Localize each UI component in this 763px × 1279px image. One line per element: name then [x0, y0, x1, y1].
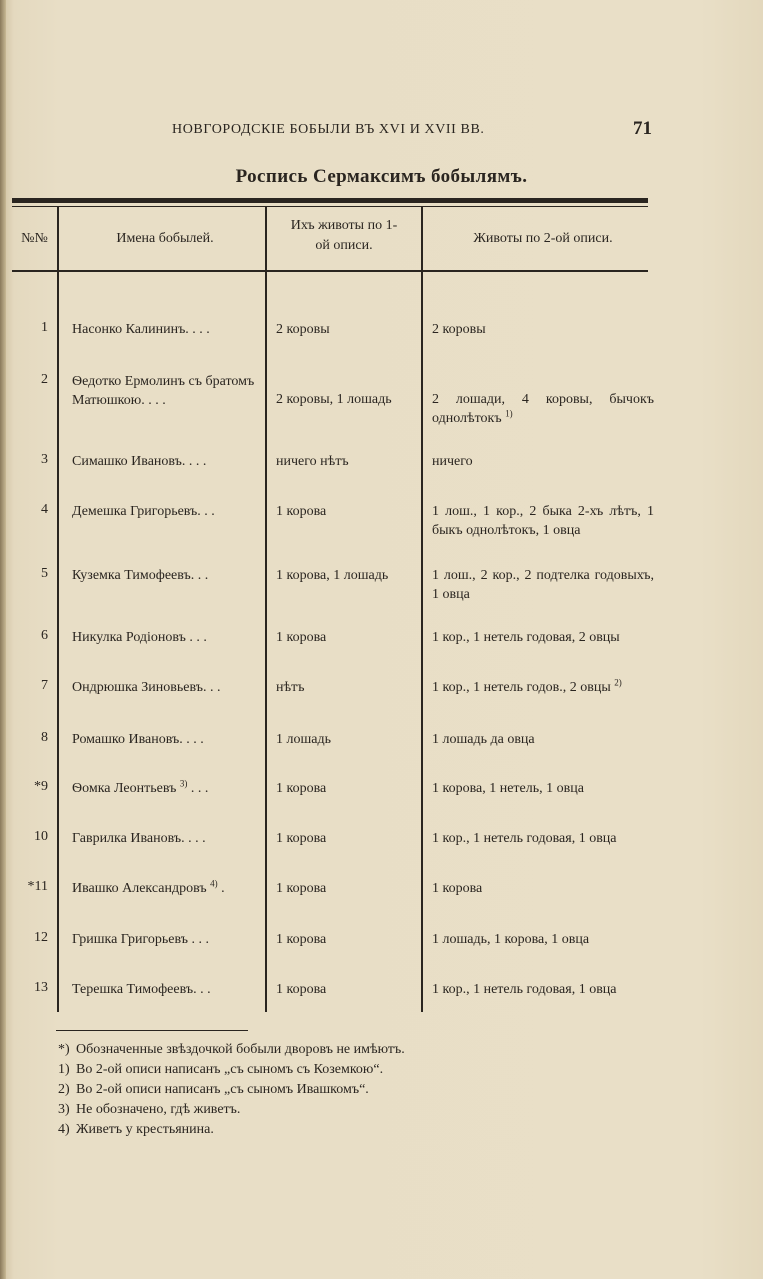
footnote	[58, 1060, 618, 1080]
footnote-ref: 1)	[505, 408, 513, 419]
bobyl-name: Симашко Ивановъ. . . .	[72, 454, 207, 469]
footnote-text: Не обозначено, гдѣ живетъ.	[76, 1102, 241, 1117]
column-divider	[57, 206, 59, 270]
table-title: Роспись Сермаксимъ бобылямъ.	[235, 166, 528, 187]
inventory-first: 1 корова	[276, 831, 327, 846]
bobyl-name: Куземка Тимофеевъ. . .	[72, 568, 209, 583]
bobyl-name: Никулка Родіоновъ . . .	[72, 630, 207, 645]
bobyl-name: Гришка Григорьевъ . . .	[72, 932, 209, 947]
row-number: 4	[41, 502, 48, 517]
footnote-mark: 1)	[58, 1062, 70, 1077]
footnote-text: Живетъ у крестьянина.	[76, 1122, 214, 1137]
inventory-second: 1 лошадь, 1 корова, 1 овца	[432, 932, 590, 947]
row-number: 3	[41, 452, 48, 467]
footnote-ref: 2)	[614, 677, 622, 688]
row-number: 6	[41, 628, 48, 643]
inventory-first: 2 коровы	[276, 322, 330, 337]
row-number: 5	[41, 566, 48, 581]
column-header-inventory-2: Животы по 2-ой описи.	[473, 231, 613, 246]
inventory-first: ничего нѣтъ	[276, 454, 349, 469]
bobyl-name: Ромашко Ивановъ. . . .	[72, 732, 204, 747]
inventory-second: ничего	[432, 454, 473, 469]
bobyl-name: Гаврилка Ивановъ. . . .	[72, 831, 206, 846]
inventory-second-text: 2 лошади, 4 коровы, бычокъ однолѣтокъ	[432, 392, 654, 426]
row-number: 12	[34, 930, 48, 945]
inventory-second: 1 корова	[432, 881, 483, 896]
inventory-second	[432, 678, 654, 697]
row-number: 13	[34, 980, 48, 995]
inventory-second-text: 1 кор., 1 нетель годов., 2 овцы	[432, 680, 611, 695]
column-header-names: Имена бобылей.	[116, 231, 214, 246]
footnote-ref: 4)	[210, 878, 218, 889]
table-top-rule	[12, 198, 648, 203]
leader-dots: .	[221, 881, 225, 896]
row-number: 1	[41, 320, 48, 335]
bobyl-name: Демешка Григорьевъ. . .	[72, 504, 215, 519]
inventory-first: 1 корова, 1 лошадь	[276, 568, 389, 583]
page-spine	[0, 0, 6, 1279]
row-number: *11	[27, 879, 48, 894]
running-head	[172, 120, 652, 142]
footnote	[58, 1120, 618, 1140]
footnote	[58, 1100, 618, 1120]
footnotes	[58, 1040, 618, 1140]
inventory-second: 1 кор., 1 нетель годовая, 1 овца	[432, 831, 617, 846]
bobyl-name-text: Ивашко Александровъ	[72, 881, 207, 896]
leader-dots: . . .	[190, 781, 209, 796]
footnote	[58, 1080, 618, 1100]
inventory-first: 1 корова	[276, 982, 327, 997]
bobyl-name: Ондрюшка Зиновьевъ. . .	[72, 680, 221, 695]
inventory-first: 1 корова	[276, 781, 327, 796]
bobyl-name	[72, 879, 262, 898]
inventory-first: нѣтъ	[276, 680, 305, 695]
footnote-ref: 3)	[179, 778, 188, 789]
footnote-rule	[56, 1030, 248, 1031]
inventory-first: 1 лошадь	[276, 732, 331, 747]
inventory-second	[432, 390, 654, 428]
table-top-thin-rule	[12, 206, 648, 207]
running-title: НОВГОРОДСКІЕ БОБЫЛИ ВЪ XVI И XVII ВВ.	[172, 122, 485, 137]
inventory-second: 2 коровы	[432, 322, 486, 337]
footnote-mark: 3)	[58, 1102, 70, 1117]
column-divider	[265, 206, 267, 1012]
row-number: *9	[34, 779, 48, 794]
inventory-second: 1 корова, 1 нетель, 1 овца	[432, 781, 584, 796]
inventory-second: 1 лош., 2 кор., 2 подтелка годовыхъ, 1 овца	[432, 568, 654, 602]
column-header-inventory-1: Ихъ животы по 1-ой описи.	[290, 218, 398, 253]
header-bottom-rule	[12, 270, 648, 272]
row-number: 10	[34, 829, 48, 844]
inventory-second: 1 кор., 1 нетель годовая, 2 овцы	[432, 630, 620, 645]
bobyl-name	[72, 779, 262, 798]
inventory-second: 1 кор., 1 нетель годовая, 1 овца	[432, 982, 617, 997]
column-divider	[57, 272, 59, 1012]
footnote-mark: 4)	[58, 1122, 70, 1137]
footnote-text: Обозначенные звѣздочкой бобыли дворовъ не имѣютъ.	[76, 1042, 405, 1057]
row-number: 8	[41, 730, 48, 745]
inventory-first-text: 2 коровы, 1 лошадь	[276, 392, 392, 407]
column-header-number: №№	[21, 231, 48, 246]
column-divider	[421, 206, 423, 1012]
bobyl-name: Терешка Тимофеевъ. . .	[72, 982, 211, 997]
footnote-text: Во 2-ой описи написанъ „съ сыномъ съ Коземкою“.	[76, 1062, 384, 1077]
bobyl-name: Ѳедотко Ермолинъ съ братомъ Матюшкою. . . .	[72, 374, 255, 408]
row-number: 2	[41, 372, 48, 387]
footnote-mark: *)	[58, 1042, 70, 1057]
inventory-first: 1 корова	[276, 504, 327, 519]
footnote-text: Во 2-ой описи написанъ „съ сыномъ Ивашкомъ“.	[76, 1082, 369, 1097]
inventory-first: 1 корова	[276, 881, 327, 896]
bobyl-name: Насонко Калининъ. . . .	[72, 322, 210, 337]
bobyl-name-text: Ѳомка Леонтьевъ	[72, 781, 177, 796]
footnote-mark: 2)	[58, 1082, 70, 1097]
inventory-second: 1 лошадь да овца	[432, 732, 535, 747]
inventory-first	[276, 390, 418, 409]
inventory-first: 1 корова	[276, 630, 327, 645]
page-number: 71	[633, 118, 652, 139]
row-number: 7	[41, 678, 48, 693]
inventory-second: 1 лош., 1 кор., 2 быка 2-хъ лѣтъ, 1 быкъ однолѣтокъ, 1 овца	[432, 504, 654, 538]
footnote	[58, 1040, 618, 1060]
inventory-first: 1 корова	[276, 932, 327, 947]
